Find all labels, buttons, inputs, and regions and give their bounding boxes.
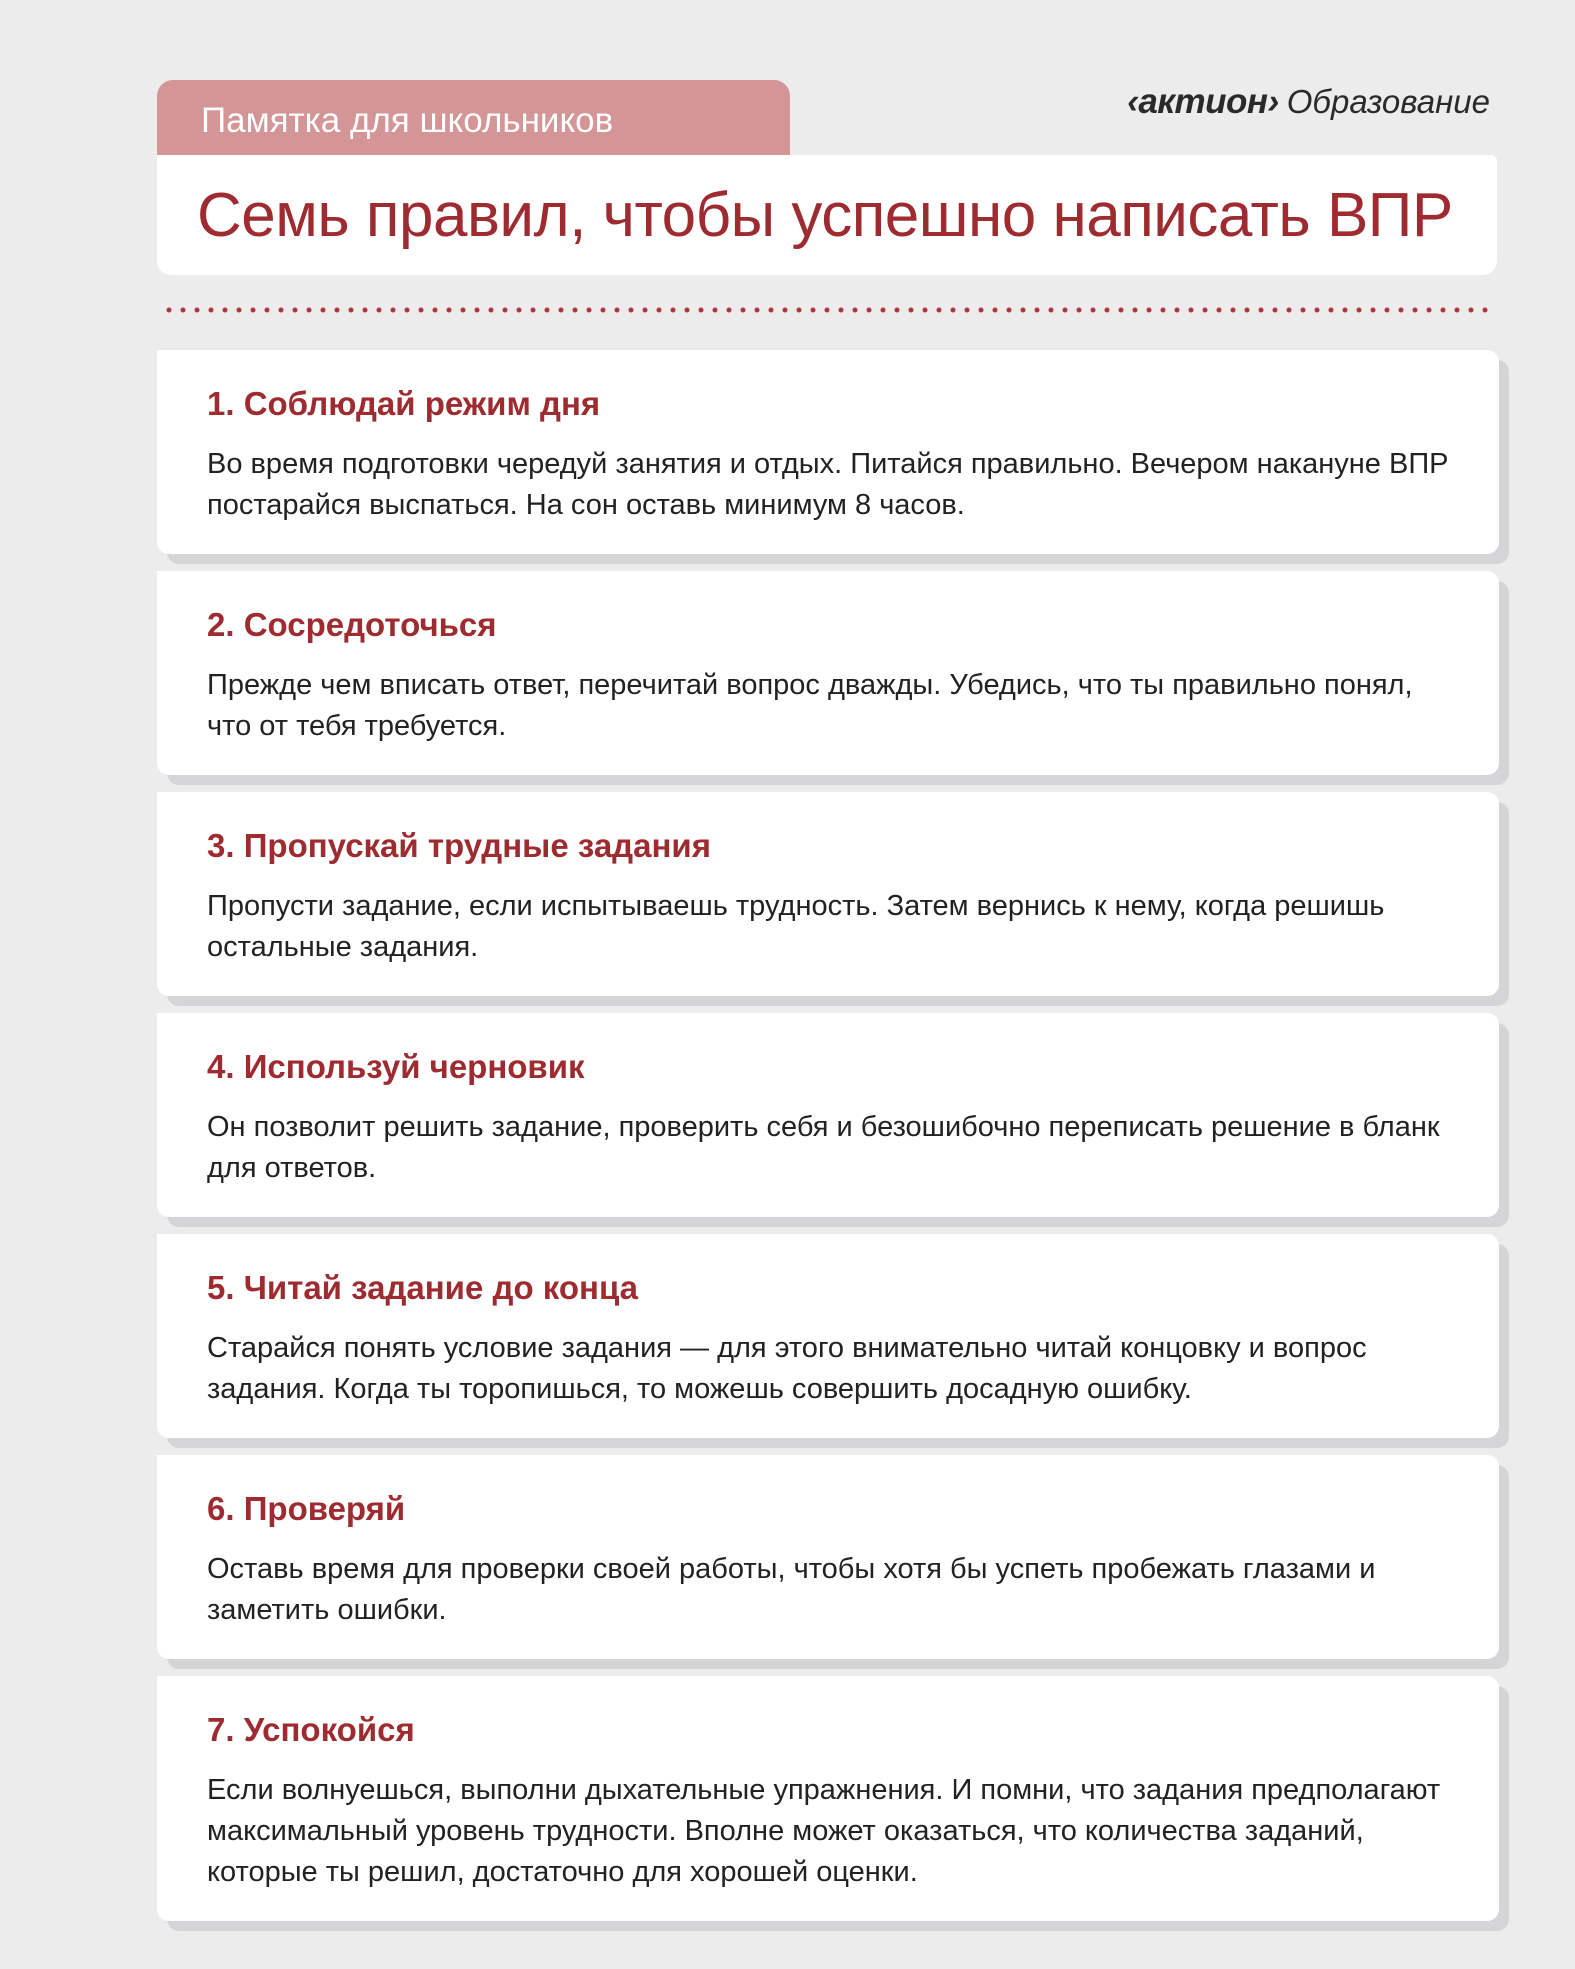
rule-title: 4. Используй черновик xyxy=(207,1048,585,1085)
title-card xyxy=(157,155,1497,275)
rule-title: 5. Читай задание до конца xyxy=(207,1269,638,1306)
brand-logo xyxy=(1127,82,1490,126)
rule-card xyxy=(157,1455,1499,1659)
rule-text: Старайся понять условие задания — для этого внимательно читай концовку и вопрос задания. Когда ты торопишься, то можешь совершить досадную ошибку. xyxy=(207,1331,1367,1405)
rule-title: 1. Соблюдай режим дня xyxy=(207,385,601,422)
rule-title: 3. Пропускай трудные задания xyxy=(207,827,711,864)
section-tab xyxy=(157,80,790,156)
rule-card xyxy=(157,1234,1499,1438)
rule-card xyxy=(157,571,1499,775)
rule-text: Пропусти задание, если испытываешь трудность. Затем вернись к нему, когда решишь остальные задания. xyxy=(207,889,1385,963)
rule-title: 7. Успокойся xyxy=(207,1711,415,1748)
section-tab-label: Памятка для школьников xyxy=(201,101,614,140)
page-title: Семь правил, чтобы успешно написать ВПР xyxy=(197,180,1453,250)
rule-card xyxy=(157,1676,1499,1921)
rule-title: 6. Проверяй xyxy=(207,1490,406,1527)
rule-card xyxy=(157,350,1499,554)
rule-card xyxy=(157,792,1499,996)
rule-text: Во время подготовки чередуй занятия и отдых. Питайся правильно. Вечером накануне ВПР постарайся выспаться. На сон оставь минимум 8 часов. xyxy=(207,447,1449,521)
rule-text: Прежде чем вписать ответ, перечитай вопрос дважды. Убедись, что ты правильно понял, что от тебя требуется. xyxy=(207,668,1413,742)
dotted-divider xyxy=(162,306,1492,314)
brand-mark: ‹актион› xyxy=(1127,82,1279,121)
rule-card xyxy=(157,1013,1499,1217)
rule-text: Оставь время для проверки своей работы, чтобы хотя бы успеть пробежать глазами и заметить ошибки. xyxy=(207,1552,1376,1626)
rule-title: 2. Сосредоточься xyxy=(207,606,497,643)
rule-text: Если волнуешься, выполни дыхательные упражнения. И помни, что задания предполагают максимальный уровень трудности. Вполне может оказаться, что количества заданий, которые ты решил, достаточно для хорошей оценки. xyxy=(207,1773,1441,1888)
brand-sub: Образование xyxy=(1286,83,1490,120)
rule-text: Он позволит решить задание, проверить себя и безошибочно переписать решение в бланк для ответов. xyxy=(207,1110,1440,1184)
